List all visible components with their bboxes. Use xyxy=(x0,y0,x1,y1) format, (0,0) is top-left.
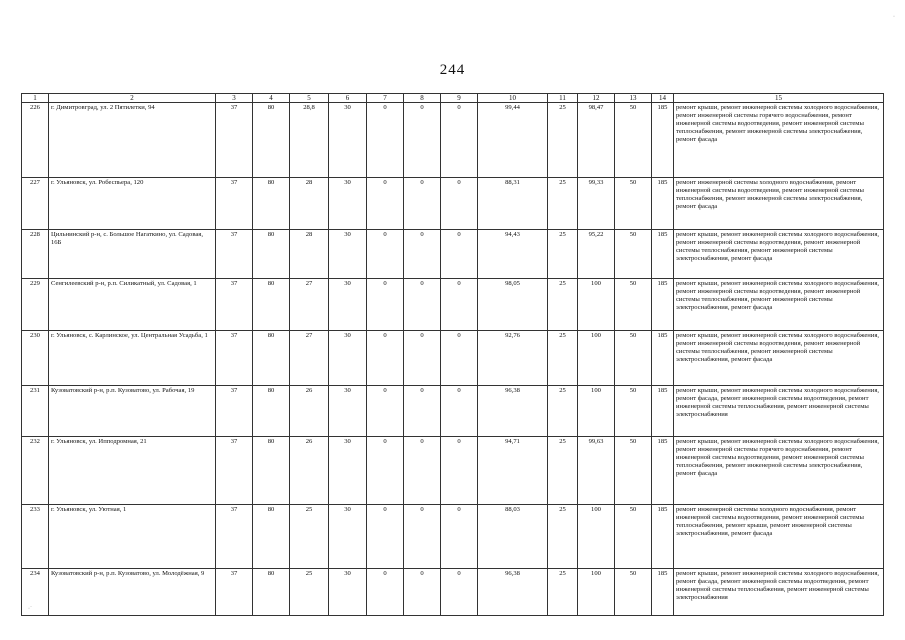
cell-col4: 80 xyxy=(253,569,290,616)
cell-col3: 37 xyxy=(216,279,253,331)
cell-col9: 0 xyxy=(441,230,478,279)
cell-col14: 185 xyxy=(652,331,674,386)
cell-col10: 99,44 xyxy=(478,103,548,178)
column-header: 7 xyxy=(367,94,404,103)
cell-col6: 30 xyxy=(329,331,367,386)
cell-col11: 25 xyxy=(548,569,578,616)
table-row xyxy=(22,230,884,279)
column-header: 6 xyxy=(329,94,367,103)
row-number: 231 xyxy=(22,386,49,437)
cell-col4: 80 xyxy=(253,437,290,505)
cell-col3: 37 xyxy=(216,569,253,616)
housing-repair-table xyxy=(21,93,884,616)
column-header: 13 xyxy=(615,94,652,103)
table-row xyxy=(22,505,884,569)
cell-col9: 0 xyxy=(441,279,478,331)
cell-col3: 37 xyxy=(216,505,253,569)
cell-col3: 37 xyxy=(216,437,253,505)
cell-col8: 0 xyxy=(404,230,441,279)
cell-col4: 80 xyxy=(253,331,290,386)
cell-col7: 0 xyxy=(367,505,404,569)
table-header-row xyxy=(22,94,884,103)
cell-col14: 185 xyxy=(652,103,674,178)
cell-col10: 98,05 xyxy=(478,279,548,331)
cell-col8: 0 xyxy=(404,103,441,178)
row-number: 233 xyxy=(22,505,49,569)
cell-col9: 0 xyxy=(441,437,478,505)
cell-col12: 95,22 xyxy=(578,230,615,279)
cell-col7: 0 xyxy=(367,331,404,386)
repair-works: ремонт крыши, ремонт инженерной системы холодного водоснабжения, ремонт инженерной системы горячего водоснабжения, ремонт инженерной системы водоотведения, ремонт инженерной системы теплоснабжения, ремонт инженерной системы электроснабжения, ремонт фасада xyxy=(674,103,884,178)
cell-col6: 30 xyxy=(329,505,367,569)
cell-col6: 30 xyxy=(329,437,367,505)
cell-col5: 25 xyxy=(290,569,329,616)
cell-col6: 30 xyxy=(329,279,367,331)
scan-speck: ·˙ xyxy=(28,606,32,612)
cell-col7: 0 xyxy=(367,569,404,616)
object-address: Цильнинский р-н, с. Большое Нагаткино, ул. Садовая, 16Б xyxy=(49,230,216,279)
repair-works: ремонт крыши, ремонт инженерной системы холодного водоснабжения, ремонт фасада, ремонт инженерной системы водоотведения, ремонт инженерной системы теплоснабжения, ремонт инженерной системы электроснабжения xyxy=(674,386,884,437)
object-address: г. Димитровград, ул. 2 Пятилетки, 94 xyxy=(49,103,216,178)
row-number: 230 xyxy=(22,331,49,386)
cell-col14: 185 xyxy=(652,178,674,230)
cell-col8: 0 xyxy=(404,569,441,616)
cell-col5: 26 xyxy=(290,437,329,505)
cell-col6: 30 xyxy=(329,386,367,437)
cell-col9: 0 xyxy=(441,569,478,616)
cell-col7: 0 xyxy=(367,386,404,437)
cell-col8: 0 xyxy=(404,331,441,386)
cell-col6: 30 xyxy=(329,230,367,279)
cell-col9: 0 xyxy=(441,178,478,230)
row-number: 228 xyxy=(22,230,49,279)
cell-col14: 185 xyxy=(652,230,674,279)
cell-col4: 80 xyxy=(253,230,290,279)
column-header: 10 xyxy=(478,94,548,103)
cell-col8: 0 xyxy=(404,178,441,230)
table-row xyxy=(22,178,884,230)
cell-col10: 96,38 xyxy=(478,569,548,616)
cell-col13: 50 xyxy=(615,178,652,230)
cell-col3: 37 xyxy=(216,230,253,279)
cell-col7: 0 xyxy=(367,178,404,230)
cell-col4: 80 xyxy=(253,103,290,178)
repair-works: ремонт крыши, ремонт инженерной системы холодного водоснабжения, ремонт фасада, ремонт инженерной системы водоотведения, ремонт инженерной системы теплоснабжения, ремонт инженерной системы электроснабжения xyxy=(674,569,884,616)
cell-col5: 28 xyxy=(290,230,329,279)
cell-col3: 37 xyxy=(216,331,253,386)
cell-col13: 50 xyxy=(615,279,652,331)
table-row xyxy=(22,331,884,386)
cell-col5: 27 xyxy=(290,331,329,386)
cell-col5: 28 xyxy=(290,178,329,230)
repair-works: ремонт инженерной системы холодного водоснабжения, ремонт инженерной системы водоотведения, ремонт инженерной системы теплоснабжения, ремонт инженерной системы электроснабжения, ремонт фасада xyxy=(674,178,884,230)
table-row xyxy=(22,386,884,437)
cell-col7: 0 xyxy=(367,230,404,279)
cell-col6: 30 xyxy=(329,569,367,616)
cell-col13: 50 xyxy=(615,103,652,178)
cell-col11: 25 xyxy=(548,230,578,279)
cell-col14: 185 xyxy=(652,505,674,569)
row-number: 229 xyxy=(22,279,49,331)
column-header: 2 xyxy=(49,94,216,103)
cell-col4: 80 xyxy=(253,279,290,331)
cell-col5: 28,8 xyxy=(290,103,329,178)
cell-col4: 80 xyxy=(253,178,290,230)
column-header: 8 xyxy=(404,94,441,103)
repair-works: ремонт крыши, ремонт инженерной системы холодного водоснабжения, ремонт инженерной системы водоотведения, ремонт инженерной системы теплоснабжения, ремонт инженерной системы электроснабжения, ремонт фасада xyxy=(674,230,884,279)
cell-col13: 50 xyxy=(615,331,652,386)
table-row xyxy=(22,103,884,178)
cell-col6: 30 xyxy=(329,103,367,178)
cell-col13: 50 xyxy=(615,386,652,437)
object-address: Кузоватовский р-н, р.п. Кузоватово, ул. Рабочая, 19 xyxy=(49,386,216,437)
row-number: 232 xyxy=(22,437,49,505)
cell-col12: 100 xyxy=(578,331,615,386)
cell-col14: 185 xyxy=(652,437,674,505)
object-address: г. Ульяновск, с. Карлинское, ул. Центральная Усадьба, 1 xyxy=(49,331,216,386)
cell-col10: 94,71 xyxy=(478,437,548,505)
table-row xyxy=(22,569,884,616)
cell-col12: 100 xyxy=(578,569,615,616)
table-row xyxy=(22,437,884,505)
cell-col3: 37 xyxy=(216,386,253,437)
column-header: 1 xyxy=(22,94,49,103)
cell-col11: 25 xyxy=(548,505,578,569)
cell-col8: 0 xyxy=(404,505,441,569)
cell-col4: 80 xyxy=(253,386,290,437)
column-header: 14 xyxy=(652,94,674,103)
cell-col11: 25 xyxy=(548,279,578,331)
cell-col9: 0 xyxy=(441,386,478,437)
column-header: 11 xyxy=(548,94,578,103)
column-header: 3 xyxy=(216,94,253,103)
cell-col10: 88,03 xyxy=(478,505,548,569)
object-address: г. Ульяновск, ул. Робеспьера, 120 xyxy=(49,178,216,230)
cell-col7: 0 xyxy=(367,279,404,331)
cell-col9: 0 xyxy=(441,505,478,569)
cell-col11: 25 xyxy=(548,386,578,437)
cell-col11: 25 xyxy=(548,103,578,178)
object-address: г. Ульяновск, ул. Уютная, 1 xyxy=(49,505,216,569)
cell-col6: 30 xyxy=(329,178,367,230)
cell-col4: 80 xyxy=(253,505,290,569)
column-header: 15 xyxy=(674,94,884,103)
cell-col12: 100 xyxy=(578,505,615,569)
cell-col12: 99,63 xyxy=(578,437,615,505)
object-address: Сенгилеевский р-н, р.п. Силикатный, ул. Садовая, 1 xyxy=(49,279,216,331)
cell-col7: 0 xyxy=(367,103,404,178)
object-address: Кузоватовский р-н, р.п. Кузоватово, ул. Молодёжная, 9 xyxy=(49,569,216,616)
cell-col3: 37 xyxy=(216,178,253,230)
repair-works: ремонт крыши, ремонт инженерной системы холодного водоснабжения, ремонт инженерной системы водоотведения, ремонт инженерной системы теплоснабжения, ремонт инженерной системы электроснабжения, ремонт фасада xyxy=(674,331,884,386)
cell-col10: 96,38 xyxy=(478,386,548,437)
cell-col5: 26 xyxy=(290,386,329,437)
cell-col13: 50 xyxy=(615,505,652,569)
cell-col10: 88,31 xyxy=(478,178,548,230)
cell-col8: 0 xyxy=(404,279,441,331)
cell-col12: 99,33 xyxy=(578,178,615,230)
table-row xyxy=(22,279,884,331)
object-address: г. Ульяновск, ул. Ипподромная, 21 xyxy=(49,437,216,505)
repair-works: ремонт крыши, ремонт инженерной системы холодного водоснабжения, ремонт инженерной системы водоотведения, ремонт инженерной системы теплоснабжения, ремонт инженерной системы электроснабжения, ремонт фасада xyxy=(674,279,884,331)
cell-col13: 50 xyxy=(615,230,652,279)
cell-col10: 94,43 xyxy=(478,230,548,279)
page-number: 244 xyxy=(439,62,466,78)
cell-col11: 25 xyxy=(548,331,578,386)
repair-works: ремонт инженерной системы холодного водоснабжения, ремонт инженерной системы водоотведения, ремонт инженерной системы теплоснабжения, ремонт крыши, ремонт инженерной системы электроснабжения, ремонт фасада xyxy=(674,505,884,569)
cell-col9: 0 xyxy=(441,103,478,178)
column-header: 12 xyxy=(578,94,615,103)
cell-col7: 0 xyxy=(367,437,404,505)
cell-col9: 0 xyxy=(441,331,478,386)
cell-col5: 25 xyxy=(290,505,329,569)
cell-col12: 100 xyxy=(578,386,615,437)
cell-col13: 50 xyxy=(615,569,652,616)
cell-col5: 27 xyxy=(290,279,329,331)
column-header: 4 xyxy=(253,94,290,103)
cell-col12: 100 xyxy=(578,279,615,331)
cell-col11: 25 xyxy=(548,178,578,230)
row-number: 234 xyxy=(22,569,49,616)
scan-speck: · xyxy=(893,14,895,20)
cell-col3: 37 xyxy=(216,103,253,178)
cell-col8: 0 xyxy=(404,386,441,437)
cell-col8: 0 xyxy=(404,437,441,505)
cell-col12: 98,47 xyxy=(578,103,615,178)
cell-col13: 50 xyxy=(615,437,652,505)
row-number: 226 xyxy=(22,103,49,178)
column-header: 5 xyxy=(290,94,329,103)
cell-col11: 25 xyxy=(548,437,578,505)
row-number: 227 xyxy=(22,178,49,230)
cell-col14: 185 xyxy=(652,386,674,437)
cell-col10: 92,76 xyxy=(478,331,548,386)
column-header: 9 xyxy=(441,94,478,103)
repair-works: ремонт крыши, ремонт инженерной системы холодного водоснабжения, ремонт инженерной системы горячего водоснабжения, ремонт инженерной системы водоотведения, ремонт инженерной системы теплоснабжения, ремонт инженерной системы электроснабжения, ремонт фасада xyxy=(674,437,884,505)
cell-col14: 185 xyxy=(652,569,674,616)
cell-col14: 185 xyxy=(652,279,674,331)
